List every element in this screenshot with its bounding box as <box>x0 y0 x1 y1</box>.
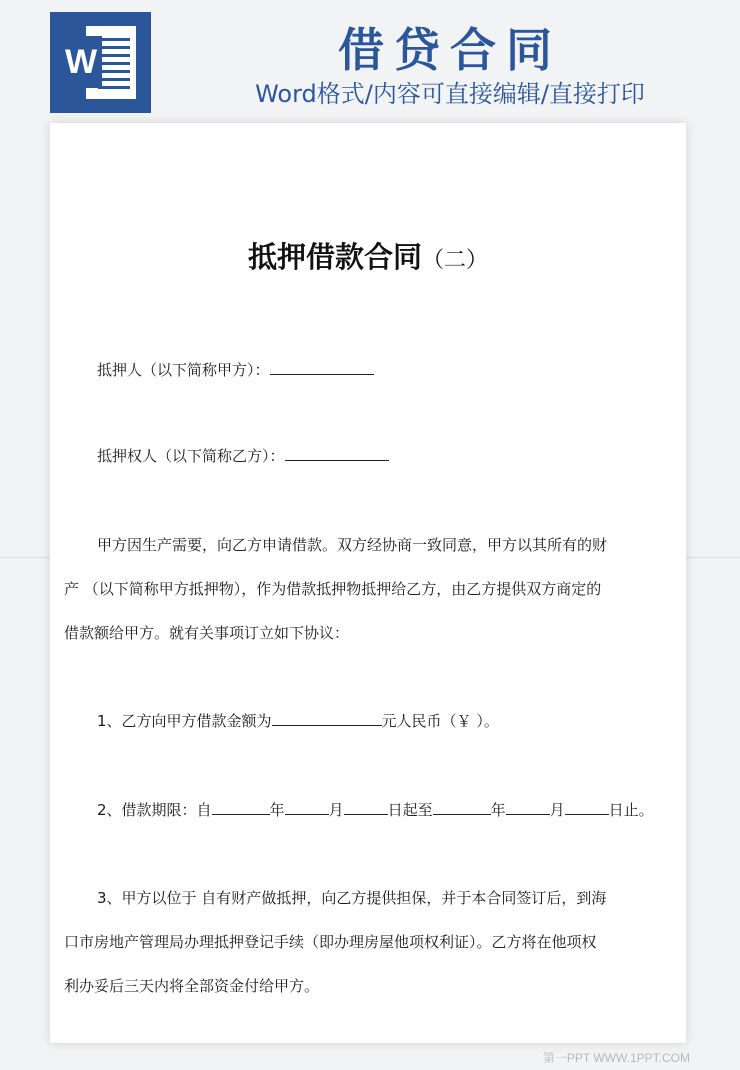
clause-3-line-2: 口市房地产管理局办理抵押登记手续（即办理房屋他项权利证）。乙方将在他项权 <box>64 933 597 951</box>
start-day-blank <box>344 800 388 815</box>
intro-line-3: 借款额给甲方。就有关事项订立如下协议： <box>64 624 350 642</box>
banner-subtitle: Word格式/内容可直接编辑/直接打印 <box>255 80 645 108</box>
end-year-blank <box>433 800 491 815</box>
logo-letter: W <box>60 36 102 88</box>
document-page <box>50 123 686 1043</box>
party-a-blank <box>270 360 374 375</box>
footer-watermark: 第一PPT WWW.1PPT.COM <box>542 1051 690 1065</box>
intro-line-1: 甲方因生产需要，向乙方申请借款。双方经协商一致同意，甲方以其所有的财 <box>97 536 608 554</box>
banner-title: 借贷合同 <box>338 23 562 77</box>
party-b-line: 抵押权人（以下简称乙方）： <box>97 445 389 466</box>
party-b-blank <box>285 446 389 461</box>
start-month-blank <box>285 800 329 815</box>
clause-1: 1、乙方向甲方借款金额为 元人民币（￥ ）。 <box>97 712 499 730</box>
loan-amount-blank <box>272 711 382 726</box>
party-a-line: 抵押人（以下简称甲方）： <box>97 359 374 380</box>
document-title: 抵押借款合同（二） <box>247 240 489 274</box>
clause-3-line-3: 利办妥后三天内将全部资金付给甲方。 <box>64 977 320 995</box>
intro-line-2: 产 （以下简称甲方抵押物），作为借款抵押物抵押给乙方，由乙方提供双方商定的 <box>64 580 602 598</box>
document-title-suffix: （二） <box>422 248 489 273</box>
start-year-blank <box>212 800 270 815</box>
end-month-blank <box>506 800 550 815</box>
clause-3-line-1: 3、甲方以位于 自有财产做抵押，向乙方提供担保，并于本合同签订后，到海 <box>97 889 607 907</box>
word-logo-icon <box>50 12 151 113</box>
clause-2: 2、借款期限：自 年 月 日起至 年 月 日止。 <box>97 801 654 819</box>
end-day-blank <box>565 800 609 815</box>
